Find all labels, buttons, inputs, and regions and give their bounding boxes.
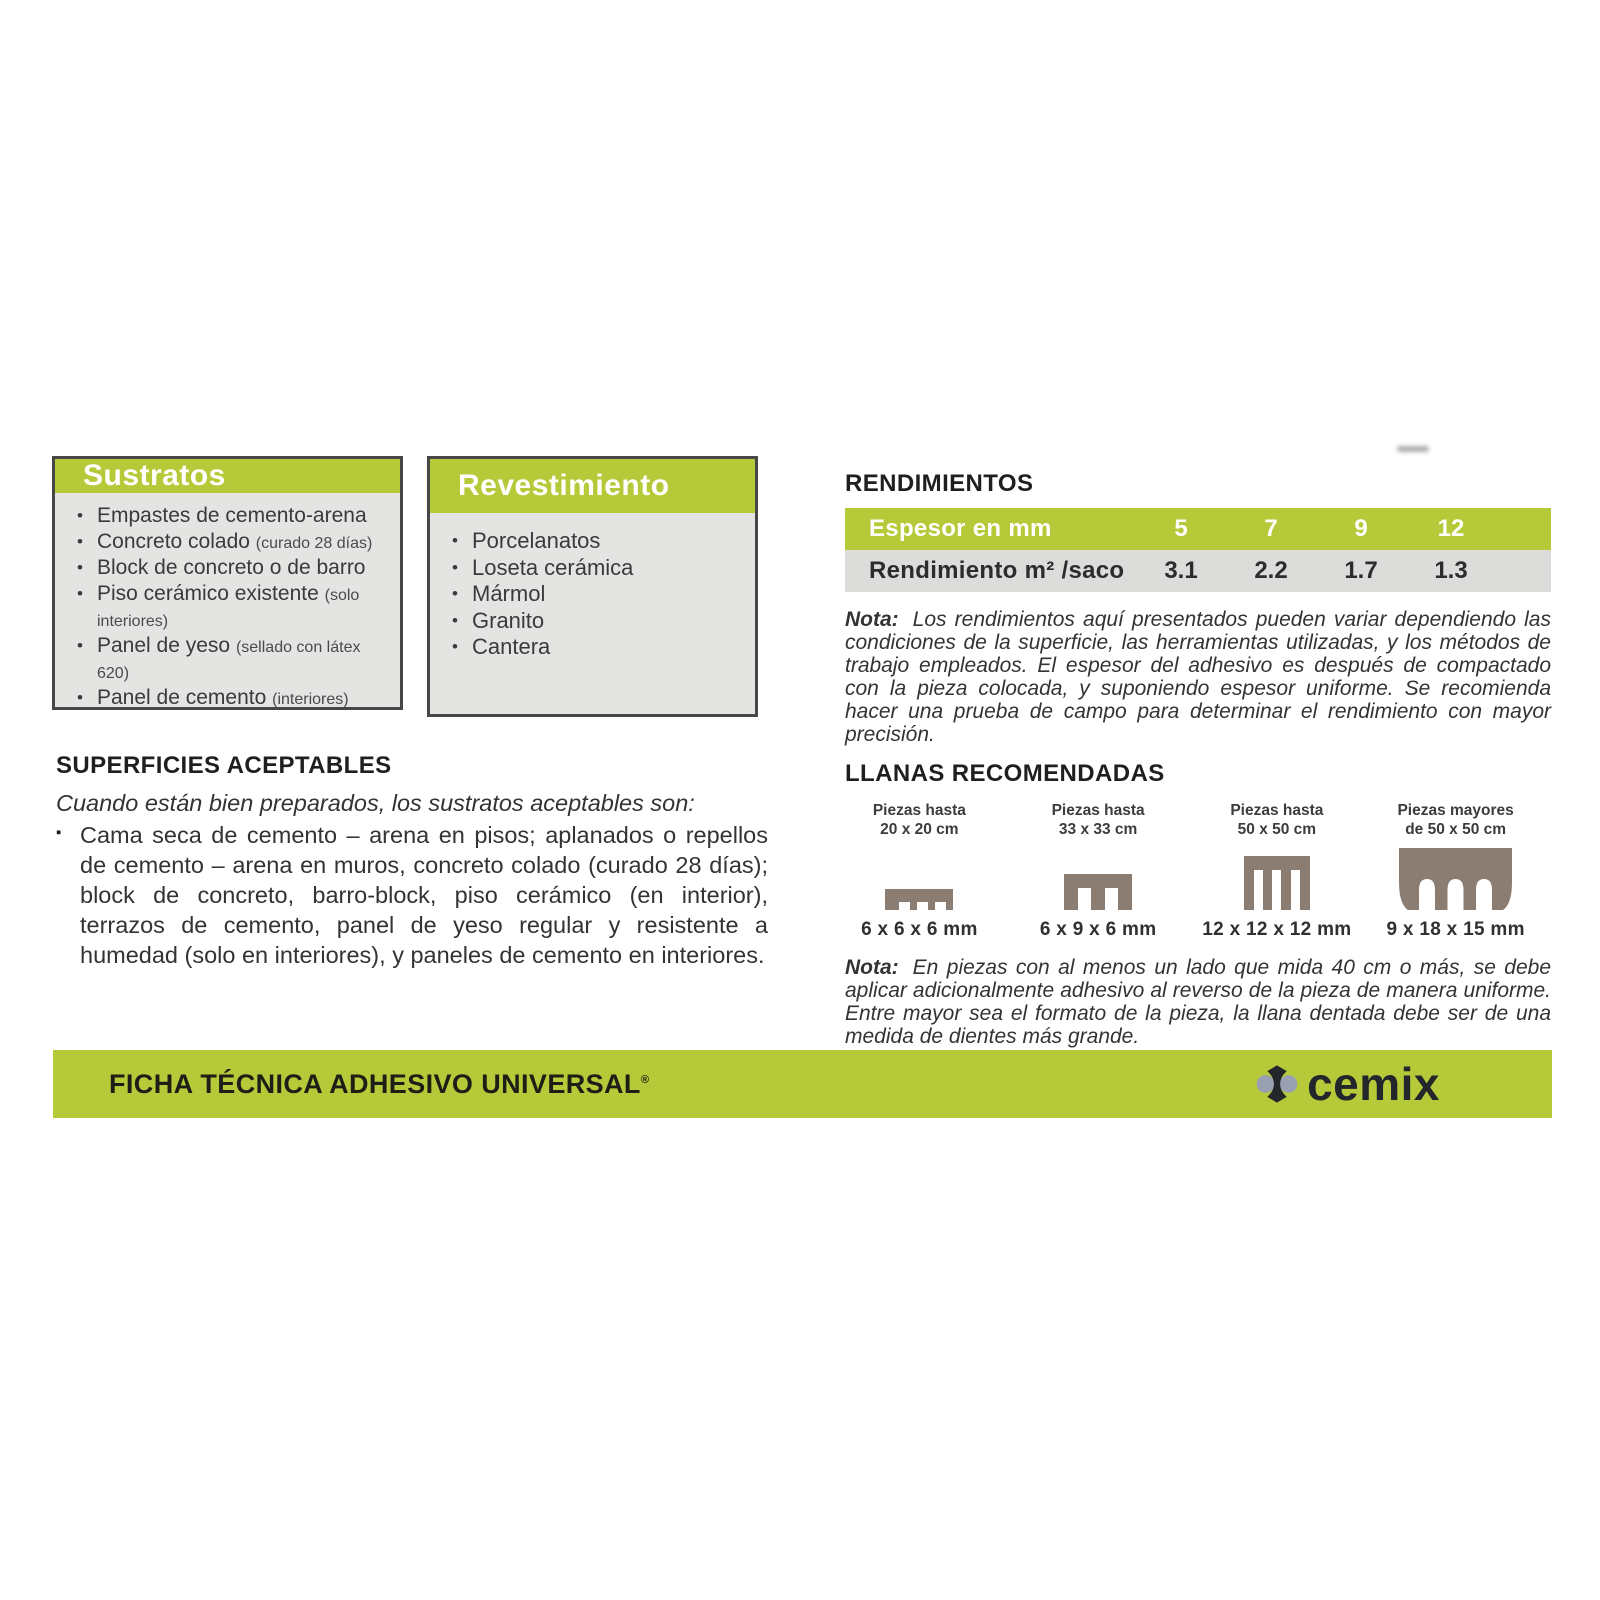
coating-box-body: [430, 513, 755, 714]
surfaces-intro: Cuando están bien preparados, los sustratos aceptables son:: [56, 790, 695, 816]
table-value-cell: 3.1: [1164, 557, 1198, 584]
registered-mark: ®: [640, 1073, 650, 1086]
coating-box-title: Revestimiento: [458, 469, 670, 502]
table-value-cell: 1.3: [1434, 557, 1468, 584]
coating-box-header: [430, 459, 755, 513]
list-item: • Mármol: [442, 581, 745, 608]
list-item: • Granito: [442, 608, 745, 635]
list-item: • Concreto colado (curado 28 días): [67, 530, 390, 556]
trowel-option: [830, 802, 1009, 941]
trowel-caption: Piezas hasta 33 x 33 cm: [1051, 802, 1145, 838]
coating-box: [427, 456, 758, 717]
trowel-row: [830, 802, 1545, 941]
yields-table: [845, 508, 1551, 592]
table-header-cell: 5: [1174, 515, 1188, 542]
cemix-wordmark: cemix: [1307, 1058, 1440, 1110]
trowels-note: Nota: En piezas con al menos un lado que mida 40 cm o más, se debe aplicar adicionalmente adhesivo al reverso de la pieza de manera uniforme. Entre mayor sea el formato de la pieza, la llana dentada debe ser de una medida de dientes más grande.: [845, 956, 1551, 1048]
trowel-size-label: 12 x 12 x 12 mm: [1202, 919, 1352, 940]
trowel-caption: Piezas hasta 50 x 50 cm: [1230, 802, 1324, 838]
artifact-smudge: [1397, 446, 1429, 452]
trowel-size-label: 9 x 18 x 15 mm: [1386, 919, 1525, 940]
footer-title: FICHA TÉCNICA ADHESIVO UNIVERSAL®: [109, 1068, 650, 1099]
trowel-medium-notch-icon: [1064, 846, 1132, 910]
trowel-caption: Piezas mayores de 50 x 50 cm: [1397, 802, 1514, 838]
substrates-box-header: [55, 459, 400, 493]
list-item: • Block de concreto o de barro: [67, 556, 390, 582]
substrates-box-title: Sustratos: [83, 459, 226, 492]
surfaces-bullet-item: ▪ Cama seca de cemento – arena en pisos; aplanados o repellos de cemento – arena en muros, concreto colado (curado 28 días); block de concreto, barro-block, piso cerámico (en interior), terrazos de cemento, panel de yeso regular y resistente a humedad (solo en interiores), y paneles de cemento en interiores.: [56, 820, 768, 970]
table-header-cell: 9: [1354, 515, 1368, 542]
trowels-section: [830, 760, 1551, 1048]
section-title: SUPERFICIES ACEPTABLES: [56, 752, 392, 779]
table-row-label: Rendimiento m² /saco: [869, 557, 1125, 584]
square-bullet-icon: ▪: [56, 824, 62, 841]
trowel-size-label: 6 x 9 x 6 mm: [1039, 919, 1157, 940]
trowel-option: [1009, 802, 1188, 941]
substrates-box-body: [55, 493, 400, 720]
yields-section: [845, 470, 1551, 746]
table-value-cell: 1.7: [1344, 557, 1378, 584]
trowel-option: [1188, 802, 1367, 941]
trowel-caption: Piezas hasta 20 x 20 cm: [872, 802, 966, 838]
section-title: RENDIMIENTOS: [845, 470, 1034, 497]
table-header-label: Espesor en mm: [869, 515, 1052, 542]
cemix-logo-icon: [1254, 1064, 1300, 1104]
note-label: Nota:: [845, 956, 899, 979]
list-item: • Loseta cerámica: [442, 555, 745, 582]
table-header-row: [845, 508, 1551, 550]
list-item: • Porcelanatos: [442, 528, 745, 555]
substrates-box: [52, 456, 403, 710]
trowel-fine-notch-icon: [885, 846, 953, 910]
list-item: • Piso cerámico existente (solo interiores): [67, 582, 390, 634]
list-item: • Panel de yeso (sellado con látex 620): [67, 634, 390, 686]
note-label: Nota:: [845, 608, 899, 631]
list-item: • Panel de cemento (interiores): [67, 686, 390, 712]
section-title: LLANAS RECOMENDADAS: [845, 760, 1165, 787]
trowel-option: [1366, 802, 1545, 941]
trowel-u-notch-icon: [1399, 846, 1512, 910]
list-item: • Cantera: [442, 634, 745, 661]
table-header-cell: 12: [1437, 515, 1465, 542]
table-header-cell: 7: [1264, 515, 1278, 542]
acceptable-surfaces-section: [56, 752, 768, 970]
footer-band: [53, 1050, 1552, 1118]
cemix-logo: [1254, 1050, 1440, 1118]
table-value-cell: 2.2: [1254, 557, 1288, 584]
table-value-row: [845, 550, 1551, 592]
trowel-size-label: 6 x 6 x 6 mm: [861, 919, 978, 940]
list-item: • Empastes de cemento-arena: [67, 504, 390, 530]
trowel-square-notch-icon: [1244, 846, 1310, 910]
yields-note: Nota: Los rendimientos aquí presentados pueden variar dependiendo las condiciones de la superficie, las herramientas utilizadas, y los métodos de trabajo empleados. El espesor del adhesivo es después de compactado con la pieza colocada, y suponiendo espesor uniforme. Se recomienda hacer una prueba de campo para determinar el rendimiento con mayor precisión.: [845, 608, 1551, 746]
